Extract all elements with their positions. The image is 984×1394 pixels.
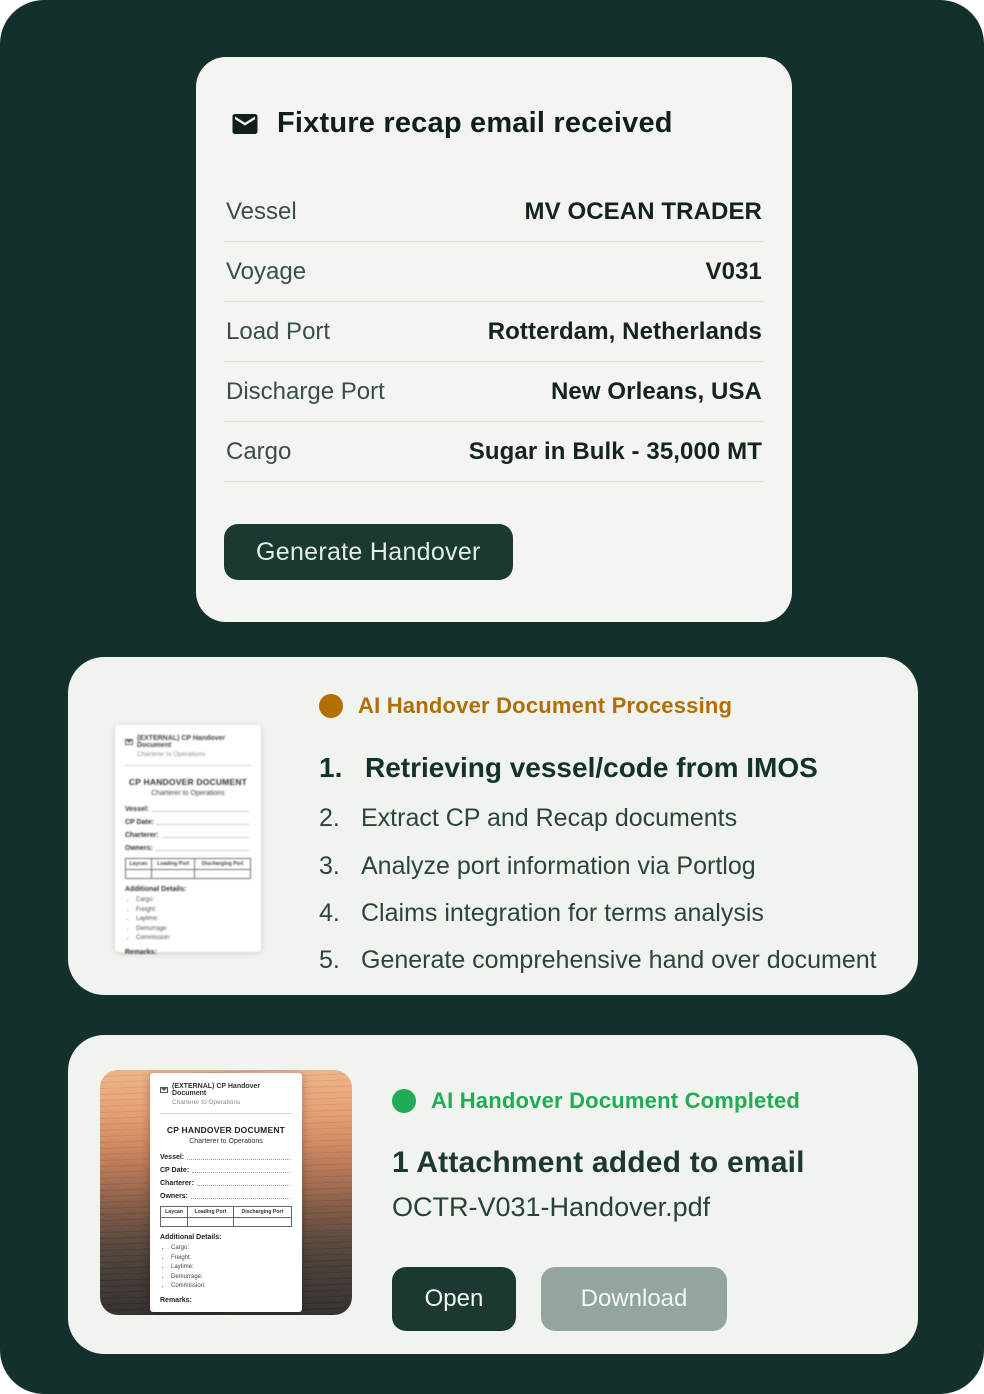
doc-port-table: Laycan Loading Port Discharging Port [160, 1206, 292, 1227]
envelope-icon [230, 109, 260, 139]
processing-card [68, 657, 918, 995]
field-label: Discharge Port [226, 377, 385, 405]
doc-subtitle: Charterer to Operations [151, 790, 225, 797]
download-button[interactable]: Download [541, 1267, 727, 1331]
field-row-cargo [224, 422, 764, 482]
processing-step: 4. Claims integration for terms analysis [319, 898, 764, 927]
doc-header-row [125, 735, 251, 749]
doc-external-subheader: Charterer to Operations [172, 1099, 241, 1107]
attachment-filename: OCTR-V031-Handover.pdf [392, 1192, 711, 1222]
processing-step: 5. Generate comprehensive hand over document [319, 946, 877, 975]
doc-field-charterer: Charterer: [125, 832, 251, 839]
doc-external-header: (EXTERNAL) CP Handover Document [137, 735, 226, 749]
doc-field-cp-date: CP Date: [125, 819, 251, 826]
field-value: V031 [705, 257, 762, 285]
doc-external-header: (EXTERNAL) CP Handover Document [172, 1083, 261, 1098]
field-value: Rotterdam, Netherlands [487, 317, 762, 345]
cp-handover-document-preview [150, 1073, 302, 1312]
doc-divider [160, 1113, 292, 1114]
cp-handover-document-preview [115, 725, 261, 956]
orange-dot-icon [319, 694, 343, 718]
doc-field-owners: Owners: [125, 845, 251, 852]
envelope-icon [125, 739, 133, 745]
fixture-recap-card [196, 57, 792, 622]
processing-status-label: AI Handover Document Processing [358, 693, 733, 718]
doc-remarks-label: Remarks: [160, 1296, 192, 1304]
doc-field-charterer: Charterer: [160, 1180, 292, 1187]
doc-field-vessel: Vessel: [160, 1154, 292, 1161]
card-title-row [230, 107, 764, 140]
processing-step: 2. Extract CP and Recap documents [319, 804, 738, 833]
doc-additional-details-label: Additional Details: [160, 1234, 222, 1242]
field-label: Load Port [226, 317, 331, 345]
processing-content [319, 691, 877, 995]
completed-status-label: AI Handover Document Completed [431, 1088, 801, 1113]
field-label: Voyage [226, 257, 307, 285]
document-preview-thumbnail [115, 725, 261, 956]
generate-handover-button[interactable]: Generate Handover [224, 524, 513, 580]
doc-title: CP HANDOVER DOCUMENT [128, 777, 248, 787]
attachment-headline: 1 Attachment added to email [392, 1146, 805, 1179]
field-label: Vessel [226, 197, 297, 225]
field-value: New Orleans, USA [550, 377, 762, 405]
completed-content [392, 1070, 805, 1354]
processing-step-current: 1. Retrieving vessel/code from IMOS [319, 752, 818, 783]
field-value: MV OCEAN TRADER [524, 197, 762, 225]
attachment-thumbnail[interactable] [100, 1070, 352, 1315]
doc-additional-details-label: Additional Details: [125, 886, 187, 893]
doc-field-cp-date: CP Date: [160, 1167, 292, 1174]
processing-status-row [319, 693, 877, 719]
doc-title: CP HANDOVER DOCUMENT [166, 1125, 286, 1136]
doc-field-owners: Owners: [160, 1193, 292, 1200]
processing-steps-list [319, 753, 877, 973]
attachment-actions [392, 1267, 805, 1331]
completed-card [68, 1035, 918, 1354]
field-value: Sugar in Bulk - 35,000 MT [468, 437, 762, 465]
doc-subtitle: Charterer to Operations [189, 1138, 263, 1146]
processing-step: 3. Analyze port information via Portlog [319, 851, 756, 880]
card-title: Fixture recap email received [277, 107, 673, 139]
doc-port-table: Laycan Loading Port Discharging Port [125, 858, 251, 879]
doc-external-subheader: Charterer to Operations [137, 751, 206, 758]
doc-divider [125, 765, 251, 766]
doc-field-vessel: Vessel: [125, 806, 251, 813]
open-button[interactable]: Open [392, 1267, 516, 1331]
doc-details-list: • Cargo: • Freight: • Laytime: • Demurrage: • Commission: [171, 1244, 292, 1292]
field-row-discharge-port [224, 362, 764, 422]
doc-remarks-label: Remarks: [125, 948, 157, 956]
field-row-voyage [224, 242, 764, 302]
doc-details-list: • Cargo: • Freight: • Laytime: • Demurrage: • Commission: [136, 896, 251, 944]
completed-status-row [392, 1088, 805, 1114]
field-label: Cargo [226, 437, 292, 465]
envelope-icon [160, 1087, 168, 1093]
field-row-vessel [224, 182, 764, 242]
green-dot-icon [392, 1089, 416, 1113]
doc-header-row [160, 1083, 292, 1097]
field-row-load-port [224, 302, 764, 362]
